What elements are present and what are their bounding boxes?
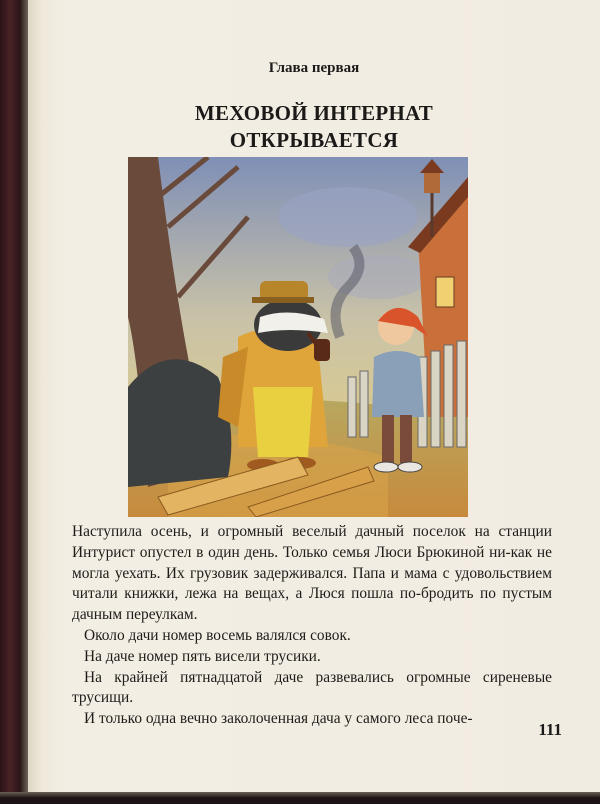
paragraph: На крайней пятнадцатой даче развевались огромные сиреневые трусищи. — [72, 668, 552, 707]
book-page — [28, 0, 600, 794]
paragraph: Наступила осень, и огромный веселый дачный поселок на станции Интурист опустел в один день. Только семья Люси Брюкиной ни-как не могла уехать. Их грузовик задерживался. Папа и мама с удовольствием читали книжки, лежа на вещах, а Люся пошла по-бродить по пустым дачным переулкам. — [72, 523, 552, 624]
page-number: 111 — [538, 720, 562, 739]
badger-and-girl-illustration — [128, 157, 468, 517]
chapter-title — [28, 100, 600, 154]
paragraph: На даче номер пять висели трусики. — [84, 647, 321, 665]
chapter-title-line-1: МЕХОВОЙ ИНТЕРНАТ — [194, 101, 434, 125]
paragraph: Около дачи номер восемь валялся совок. — [84, 626, 351, 644]
paragraph: И только одна вечно заколоченная дача у самого леса поче- — [84, 710, 473, 728]
body-text — [72, 522, 552, 730]
chapter-title-line-2: ОТКРЫВАЕТСЯ — [229, 128, 399, 152]
chapter-label: Глава первая — [268, 60, 360, 76]
book-spine-edge — [0, 0, 28, 804]
book-bottom-edge — [0, 792, 600, 804]
